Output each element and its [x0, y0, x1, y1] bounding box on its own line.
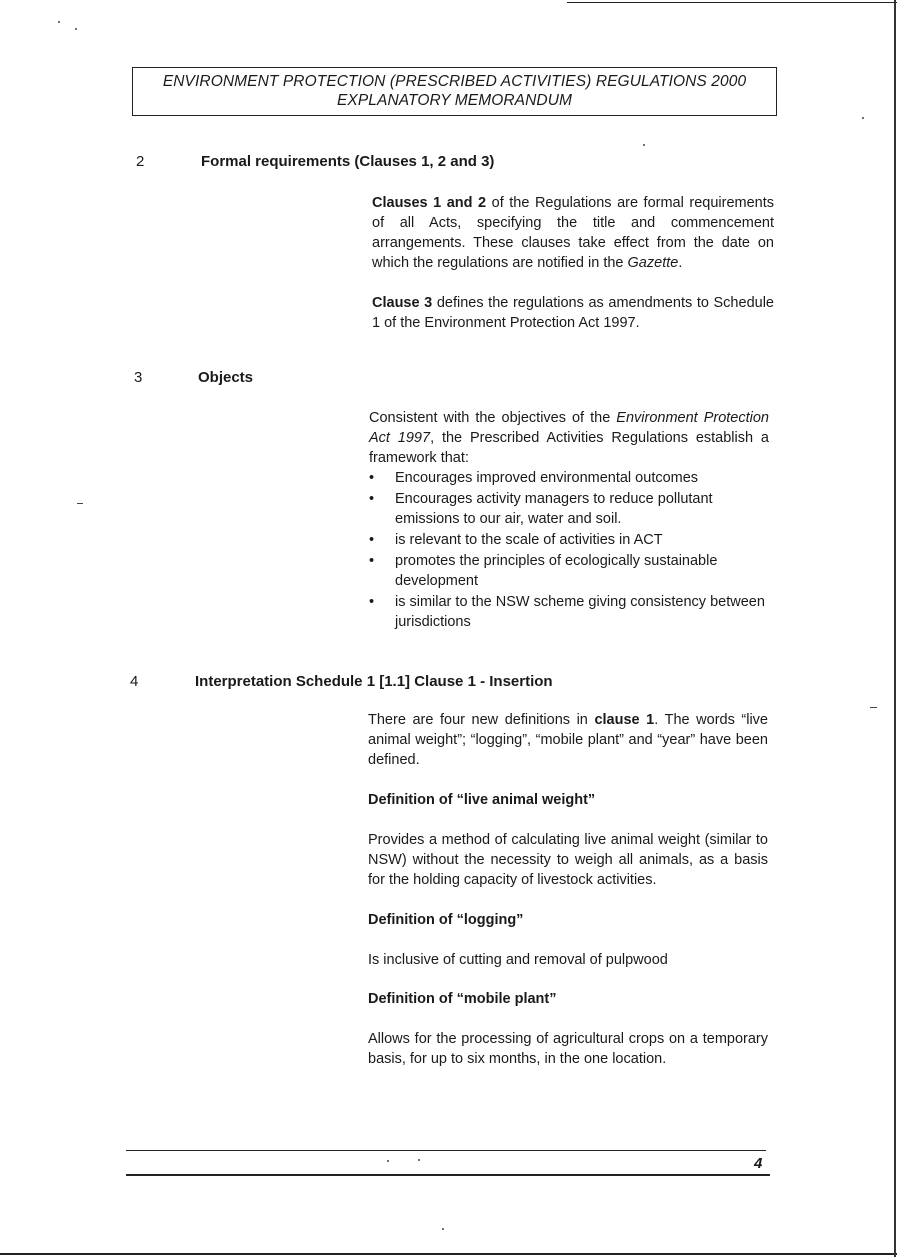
- section-4-number: 4: [130, 673, 139, 690]
- header-subtitle: EXPLANATORY MEMORANDUM: [336, 92, 573, 109]
- page-number: 4: [754, 1155, 763, 1172]
- scan-mark: [77, 503, 83, 504]
- scan-edge-line: [567, 2, 897, 3]
- section-2-number: 2: [136, 153, 145, 170]
- list-item: • is similar to the NSW scheme giving consistency between jurisdictions: [369, 594, 765, 630]
- scan-speck: [387, 1160, 389, 1162]
- section-3-body: [369, 408, 769, 633]
- scan-speck: [643, 144, 645, 146]
- scan-speck: [75, 28, 77, 30]
- list-item: • Encourages improved environmental outcomes: [369, 470, 699, 486]
- definition-heading-mobile-plant: Definition of “mobile plant”: [368, 991, 557, 1007]
- list-item: • is relevant to the scale of activities in ACT: [369, 532, 663, 548]
- footer-rule-bottom: [126, 1174, 770, 1176]
- scan-speck: [418, 1159, 420, 1161]
- section-2-body: [372, 193, 774, 333]
- definition-heading-logging: Definition of “logging”: [368, 912, 524, 928]
- scan-mark: [870, 707, 877, 708]
- scan-speck: [862, 117, 864, 119]
- header-title: ENVIRONMENT PROTECTION (PRESCRIBED ACTIVITIES) REGULATIONS 2000: [162, 73, 747, 90]
- scan-speck: [58, 21, 60, 23]
- list-item: • Encourages activity managers to reduce pollutant emissions to our air, water and soil.: [369, 491, 713, 527]
- scan-right-edge: [894, 0, 896, 1257]
- definition-text-live-animal-weight: Provides a method of calculating live animal weight (similar to NSW) without the necessity to weigh all animals, as a basis for the holding capacity of livestock activities.: [368, 832, 768, 888]
- scan-speck: [442, 1228, 444, 1230]
- list-item: • promotes the principles of ecologically sustainable development: [369, 553, 718, 589]
- section-4-intro: There are four new definitions in clause 1. The words “live animal weight”; “logging”, “mobile plant” and “year” have been defined.: [368, 712, 768, 768]
- definition-text-mobile-plant: Allows for the processing of agricultural crops on a temporary basis, for up to six months, in the one location.: [368, 1031, 768, 1067]
- section-4-title: Interpretation Schedule 1 [1.1] Clause 1 - Insertion: [195, 673, 553, 690]
- section-4-body: [368, 710, 768, 1069]
- definition-heading-live-animal-weight: Definition of “live animal weight”: [368, 792, 596, 808]
- document-header: [132, 67, 777, 116]
- footer-rule-top: [126, 1150, 766, 1151]
- definition-text-logging: Is inclusive of cutting and removal of pulpwood: [368, 952, 668, 968]
- scan-bottom-edge: [0, 1253, 897, 1255]
- section-2-paragraph-1: Clauses 1 and 2 of the Regulations are formal requirements of all Acts, specifying the title and commencement arrangements. These clauses take effect from the date on which the regulations are notified in the Gazette.: [372, 195, 774, 271]
- section-3-title: Objects: [198, 369, 254, 386]
- section-3-number: 3: [134, 369, 143, 386]
- section-2-paragraph-2: Clause 3 defines the regulations as amendments to Schedule 1 of the Environment Protection Act 1997.: [372, 295, 774, 331]
- objects-list: [369, 468, 769, 632]
- section-2-title: Formal requirements (Clauses 1, 2 and 3): [201, 153, 495, 170]
- section-3-intro: Consistent with the objectives of the Environment Protection Act 1997, the Prescribed Activities Regulations establish a framework that:: [369, 410, 769, 466]
